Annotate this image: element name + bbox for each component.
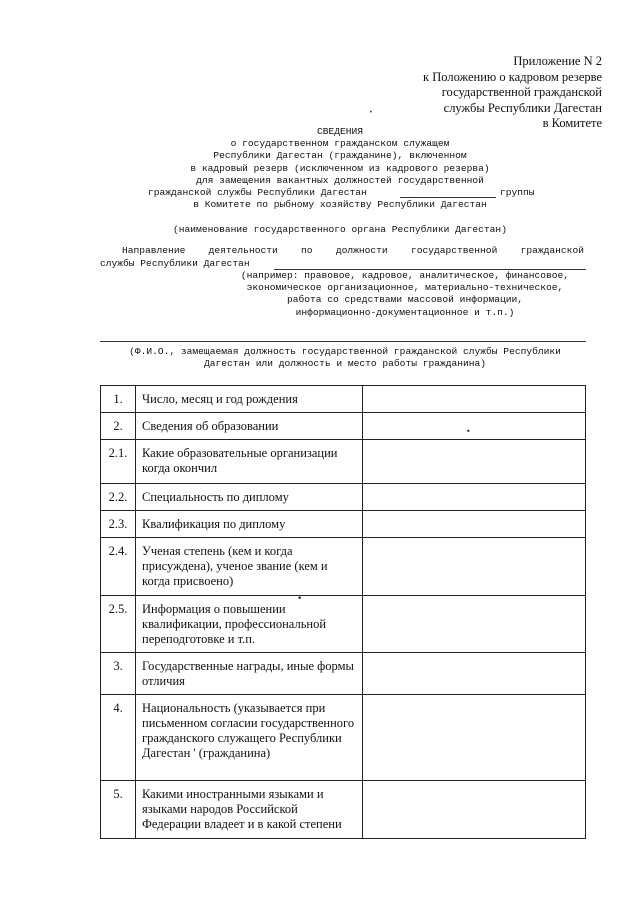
row-value-field[interactable] [363, 511, 586, 538]
row-value-field[interactable] [363, 653, 586, 695]
row-value-field[interactable] [363, 413, 586, 440]
appendix-line: Приложение N 2 [513, 54, 602, 68]
note-line: работа со средствами массовой информации, [286, 294, 524, 306]
table-row [101, 413, 586, 440]
row-number: 4. [101, 695, 136, 781]
row-value-field[interactable] [363, 386, 586, 413]
note-line: (например: правовое, кадровое, аналитическое, финансовое, [240, 270, 570, 281]
table-row [101, 596, 586, 653]
row-label: Ученая степень (кем и когда присуждена), ученое звание (кем и когда присвоено) [136, 538, 363, 596]
fio-hint-line: (Ф.И.О., замещаемая должность государственной гражданской службы Республики [129, 346, 561, 357]
committee-line: в Комитете по рыбному хозяйству Республики Дагестан [193, 199, 487, 210]
table-row [101, 695, 586, 781]
row-number: 2.3. [101, 511, 136, 538]
direction-word: должности [335, 245, 388, 256]
row-value-field[interactable] [363, 781, 586, 839]
group-suffix: группы [500, 187, 535, 198]
group-line [148, 187, 367, 199]
caption-line: в кадровый резерв (исключенном из кадрового резерва) [190, 162, 490, 174]
table-row [101, 440, 586, 484]
row-number: 2.4. [101, 538, 136, 596]
fio-hint [100, 346, 590, 370]
row-number: 2. [101, 413, 136, 440]
scan-speck: • [466, 427, 471, 436]
table-row [101, 653, 586, 695]
caption-line: о государственном гражданском служащем [230, 138, 450, 150]
appendix-header [423, 54, 602, 132]
direction-second-line: службы Республики Дагестан [100, 258, 250, 269]
fio-hint-line: Дагестан или должность и место работы гражданина) [203, 358, 487, 370]
direction-word: Направление [122, 245, 186, 256]
row-label: Сведения об образовании [136, 413, 363, 440]
row-label: Информация о повышении квалификации, профессиональной переподготовке и т.п. [136, 596, 363, 653]
row-label: Число, месяц и год рождения [136, 386, 363, 413]
group-blank[interactable] [400, 197, 496, 198]
direction-word: по [301, 245, 313, 256]
row-value-field[interactable] [363, 484, 586, 511]
row-number: 2.2. [101, 484, 136, 511]
row-label: Национальность (указывается при письменном согласии государственного гражданского служащего Республики Дагестан ' (гражданина) [136, 695, 363, 781]
row-value-field[interactable] [363, 695, 586, 781]
table-row [101, 781, 586, 839]
fio-blank[interactable] [100, 341, 586, 342]
direction-note [214, 270, 596, 319]
scan-speck: • [369, 109, 373, 116]
scan-speck: • [297, 594, 303, 604]
row-number: 5. [101, 781, 136, 839]
appendix-line: к Положению о кадровом резерве [423, 69, 602, 84]
table-row [101, 386, 586, 413]
row-number: 3. [101, 653, 136, 695]
table-row [101, 538, 586, 596]
appendix-line: службы Республики Дагестан [443, 100, 602, 115]
note-line: информационно-документационное и т.п.) [295, 306, 515, 318]
row-number: 1. [101, 386, 136, 413]
row-value-field[interactable] [363, 596, 586, 653]
direction-word: государственной [410, 245, 498, 256]
note-line: экономическое организационное, материально-техническое, [246, 282, 564, 294]
row-value-field[interactable] [363, 538, 586, 596]
appendix-line: в Комитете [542, 116, 602, 130]
direction-word: гражданской [520, 245, 584, 256]
organ-hint: (наименование государственного органа Республики Дагестан) [173, 224, 507, 235]
table-row [101, 511, 586, 538]
row-label: Какие образовательные организации когда окончил [136, 440, 363, 484]
direction-word: деятельности [208, 245, 278, 256]
appendix-line: государственной гражданской [441, 85, 602, 99]
table-row [101, 484, 586, 511]
row-number: 2.5. [101, 596, 136, 653]
row-value-field[interactable] [363, 440, 586, 484]
row-label: Квалификация по диплому [136, 511, 363, 538]
caption-line: для замещения вакантных должностей государственной [196, 174, 484, 186]
caption-line: Республики Дагестан (гражданине), включенном [213, 150, 467, 162]
group-prefix: гражданской службы Республики Дагестан [148, 187, 367, 198]
row-label: Специальность по диплому [136, 484, 363, 511]
direction-line [122, 245, 584, 257]
row-number: 2.1. [101, 440, 136, 484]
row-label: Государственные награды, иные формы отличия [136, 653, 363, 695]
document-caption [100, 126, 580, 187]
row-label: Какими иностранными языками и языками народов Российской Федерации владеет и в какой степени [136, 781, 363, 839]
document-title: СВЕДЕНИЯ [316, 126, 364, 137]
personal-info-table [100, 385, 586, 839]
